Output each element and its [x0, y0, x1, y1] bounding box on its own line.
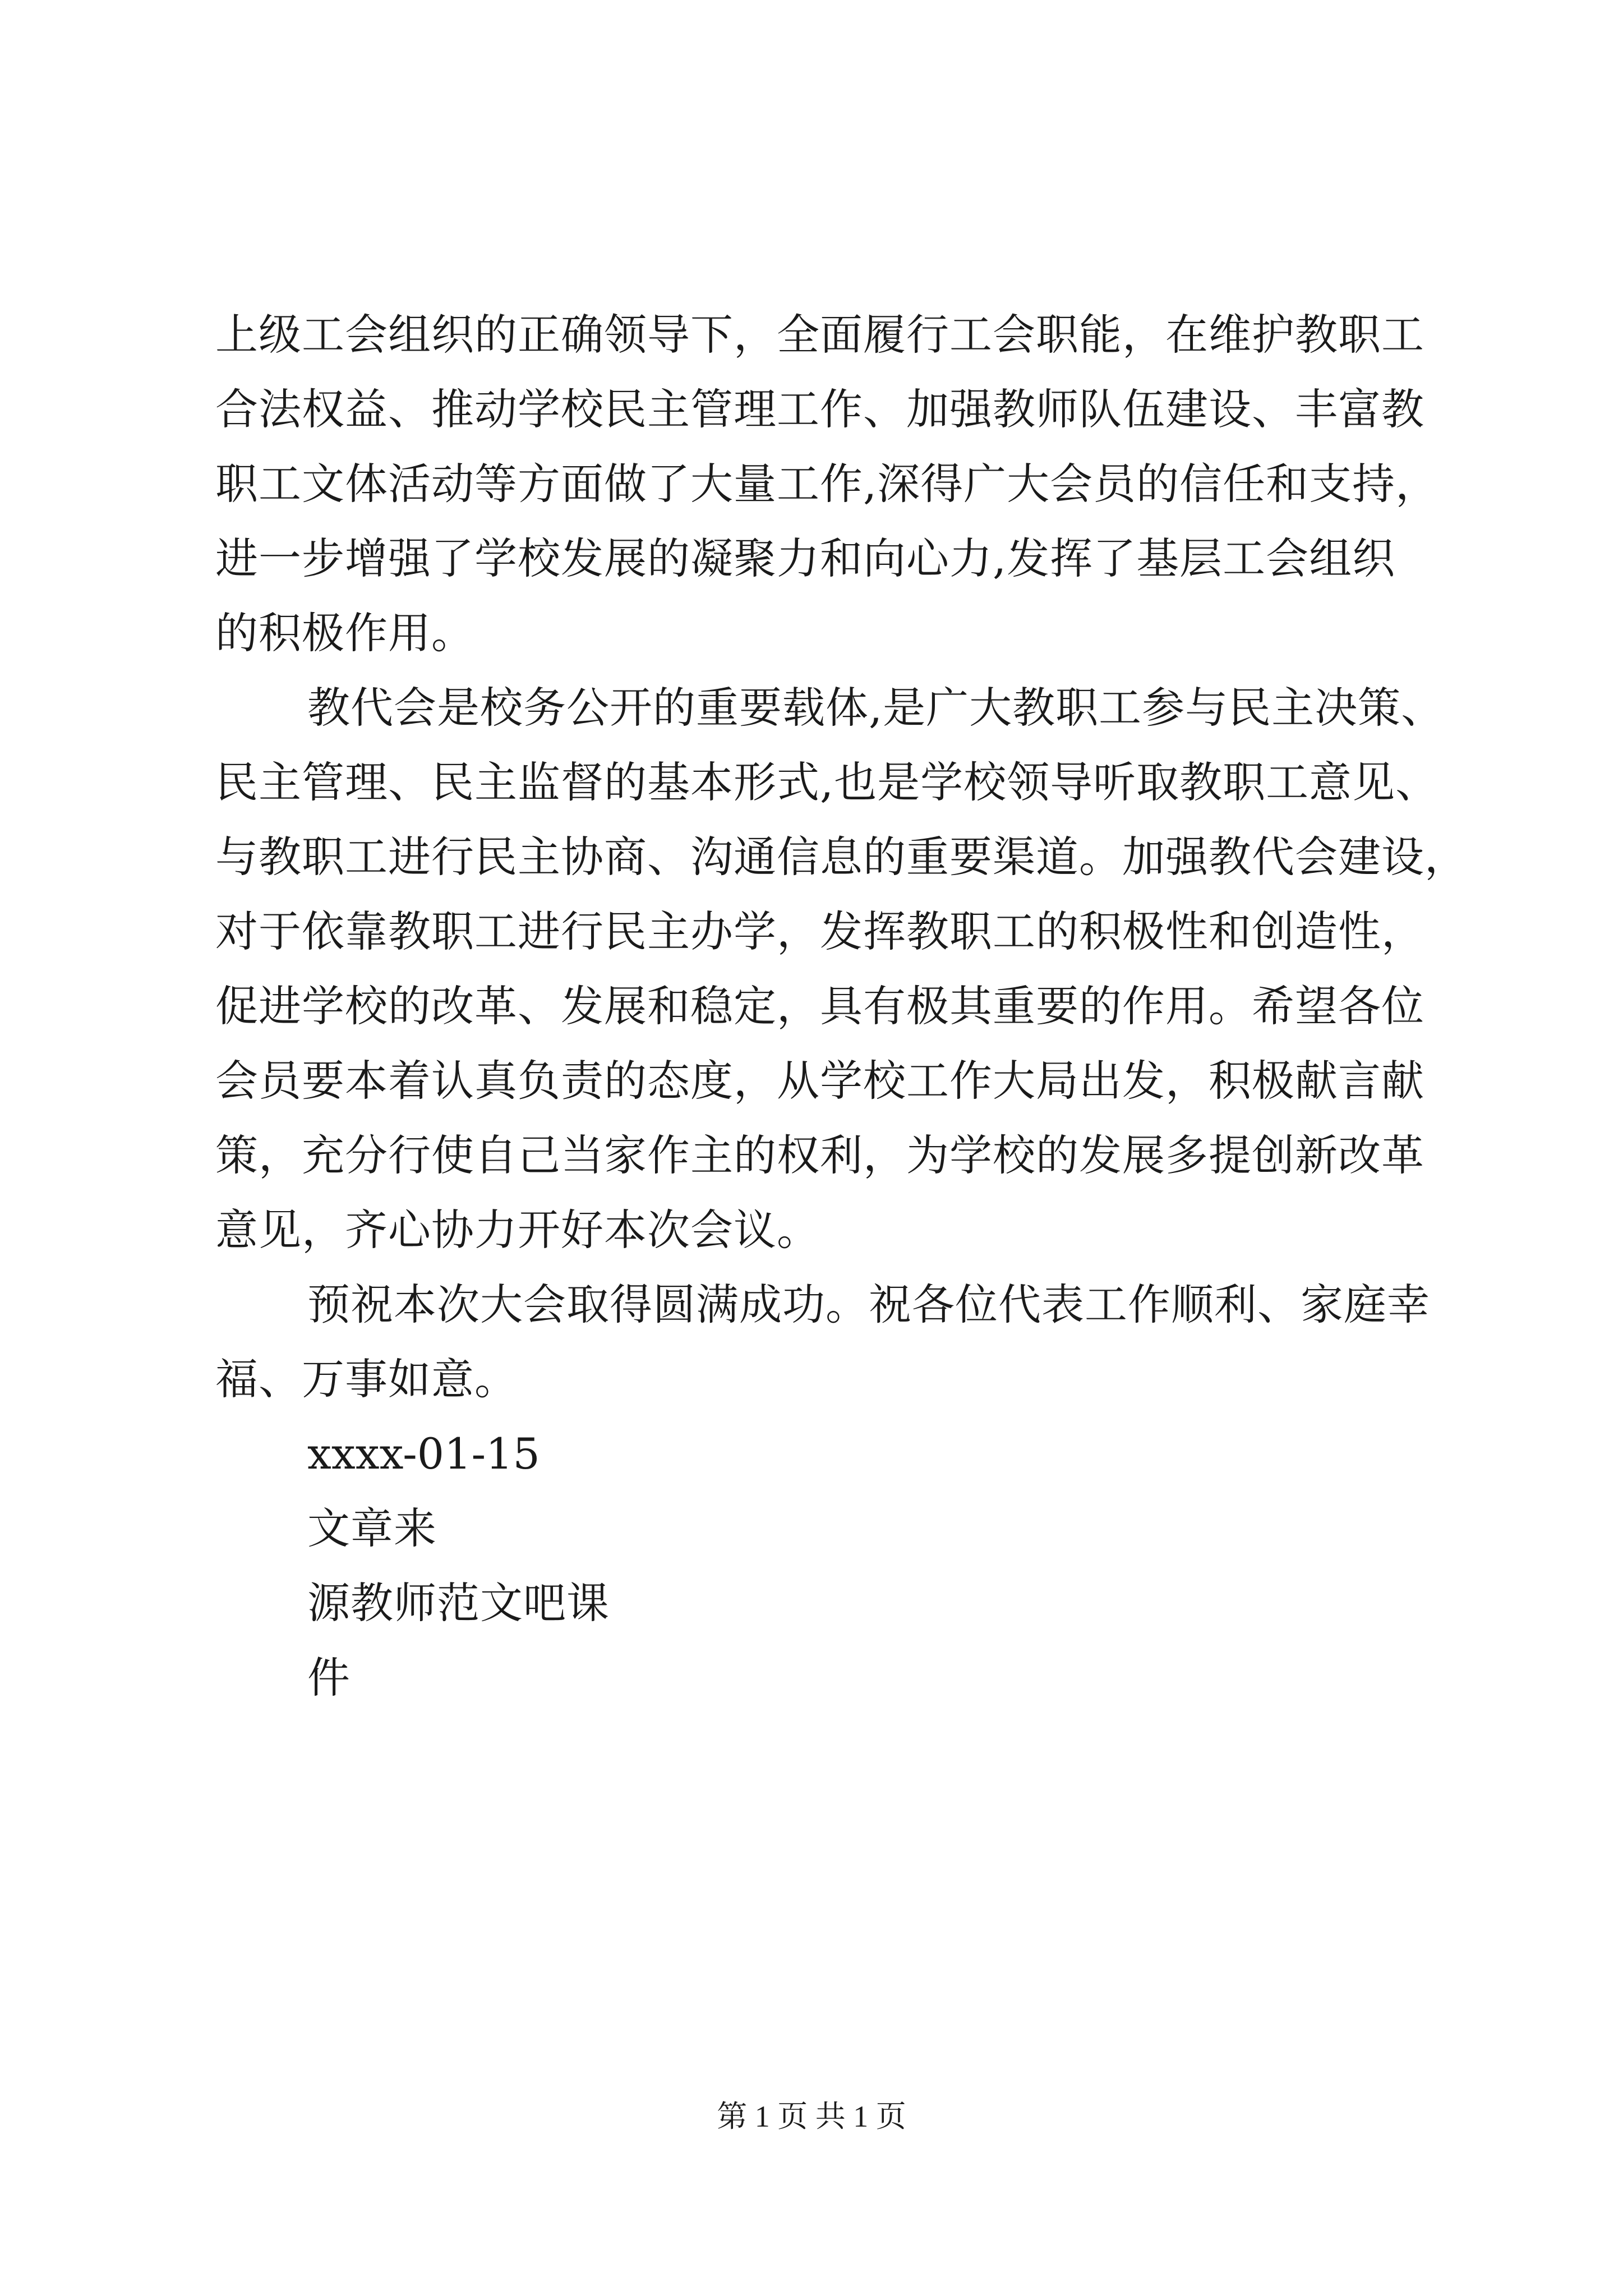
- paragraph-line: 与教职工进行民主协商、沟通信息的重要渠道。加强教代会建设，: [215, 832, 1468, 882]
- paragraph-line: 职工文体活动等方面做了大量工作,深得广大会员的信任和支持，: [215, 459, 1439, 509]
- paragraph-line: 预祝本次大会取得圆满成功。祝各位代表工作顺利、家庭幸: [307, 1280, 1430, 1329]
- paragraph-line: 促进学校的改革、发展和稳定，具有极其重要的作用。希望各位: [215, 981, 1424, 1031]
- paragraph-line: 民主管理、民主监督的基本形式,也是学校领导听取教职工意见、: [215, 757, 1439, 807]
- paragraph-line: 的积极作用。: [215, 608, 474, 658]
- paragraph-line: 策，充分行使自己当家作主的权利，为学校的发展多提创新改革: [215, 1130, 1424, 1180]
- paragraph-line: 合法权益、推动学校民主管理工作、加强教师队伍建设、丰富教: [215, 384, 1424, 434]
- paragraph-line: 意见，齐心协力开好本次会议。: [215, 1205, 820, 1255]
- paragraph-line: 会员要本着认真负责的态度，从学校工作大局出发，积极献言献: [215, 1056, 1424, 1106]
- date-line: xxxx-01-15: [307, 1429, 540, 1479]
- page-footer: 第 1 页 共 1 页: [717, 2100, 906, 2133]
- paragraph-line: 进一步增强了学校发展的凝聚力和向心力,发挥了基层工会组织: [215, 533, 1396, 583]
- paragraph-line: 对于依靠教职工进行民主办学，发挥教职工的积极性和创造性，: [215, 907, 1424, 956]
- document-body: [215, 297, 1472, 1715]
- source-line: 文章来: [307, 1503, 437, 1553]
- paragraph-line: 教代会是校务公开的重要载体,是广大教职工参与民主决策、: [307, 683, 1445, 733]
- paragraph-line: 福、万事如意。: [215, 1354, 518, 1404]
- paragraph-line: 上级工会组织的正确领导下，全面履行工会职能，在维护教职工: [215, 310, 1424, 360]
- source-line: 件: [307, 1653, 351, 1703]
- source-line: 源教师范文吧课: [307, 1578, 610, 1628]
